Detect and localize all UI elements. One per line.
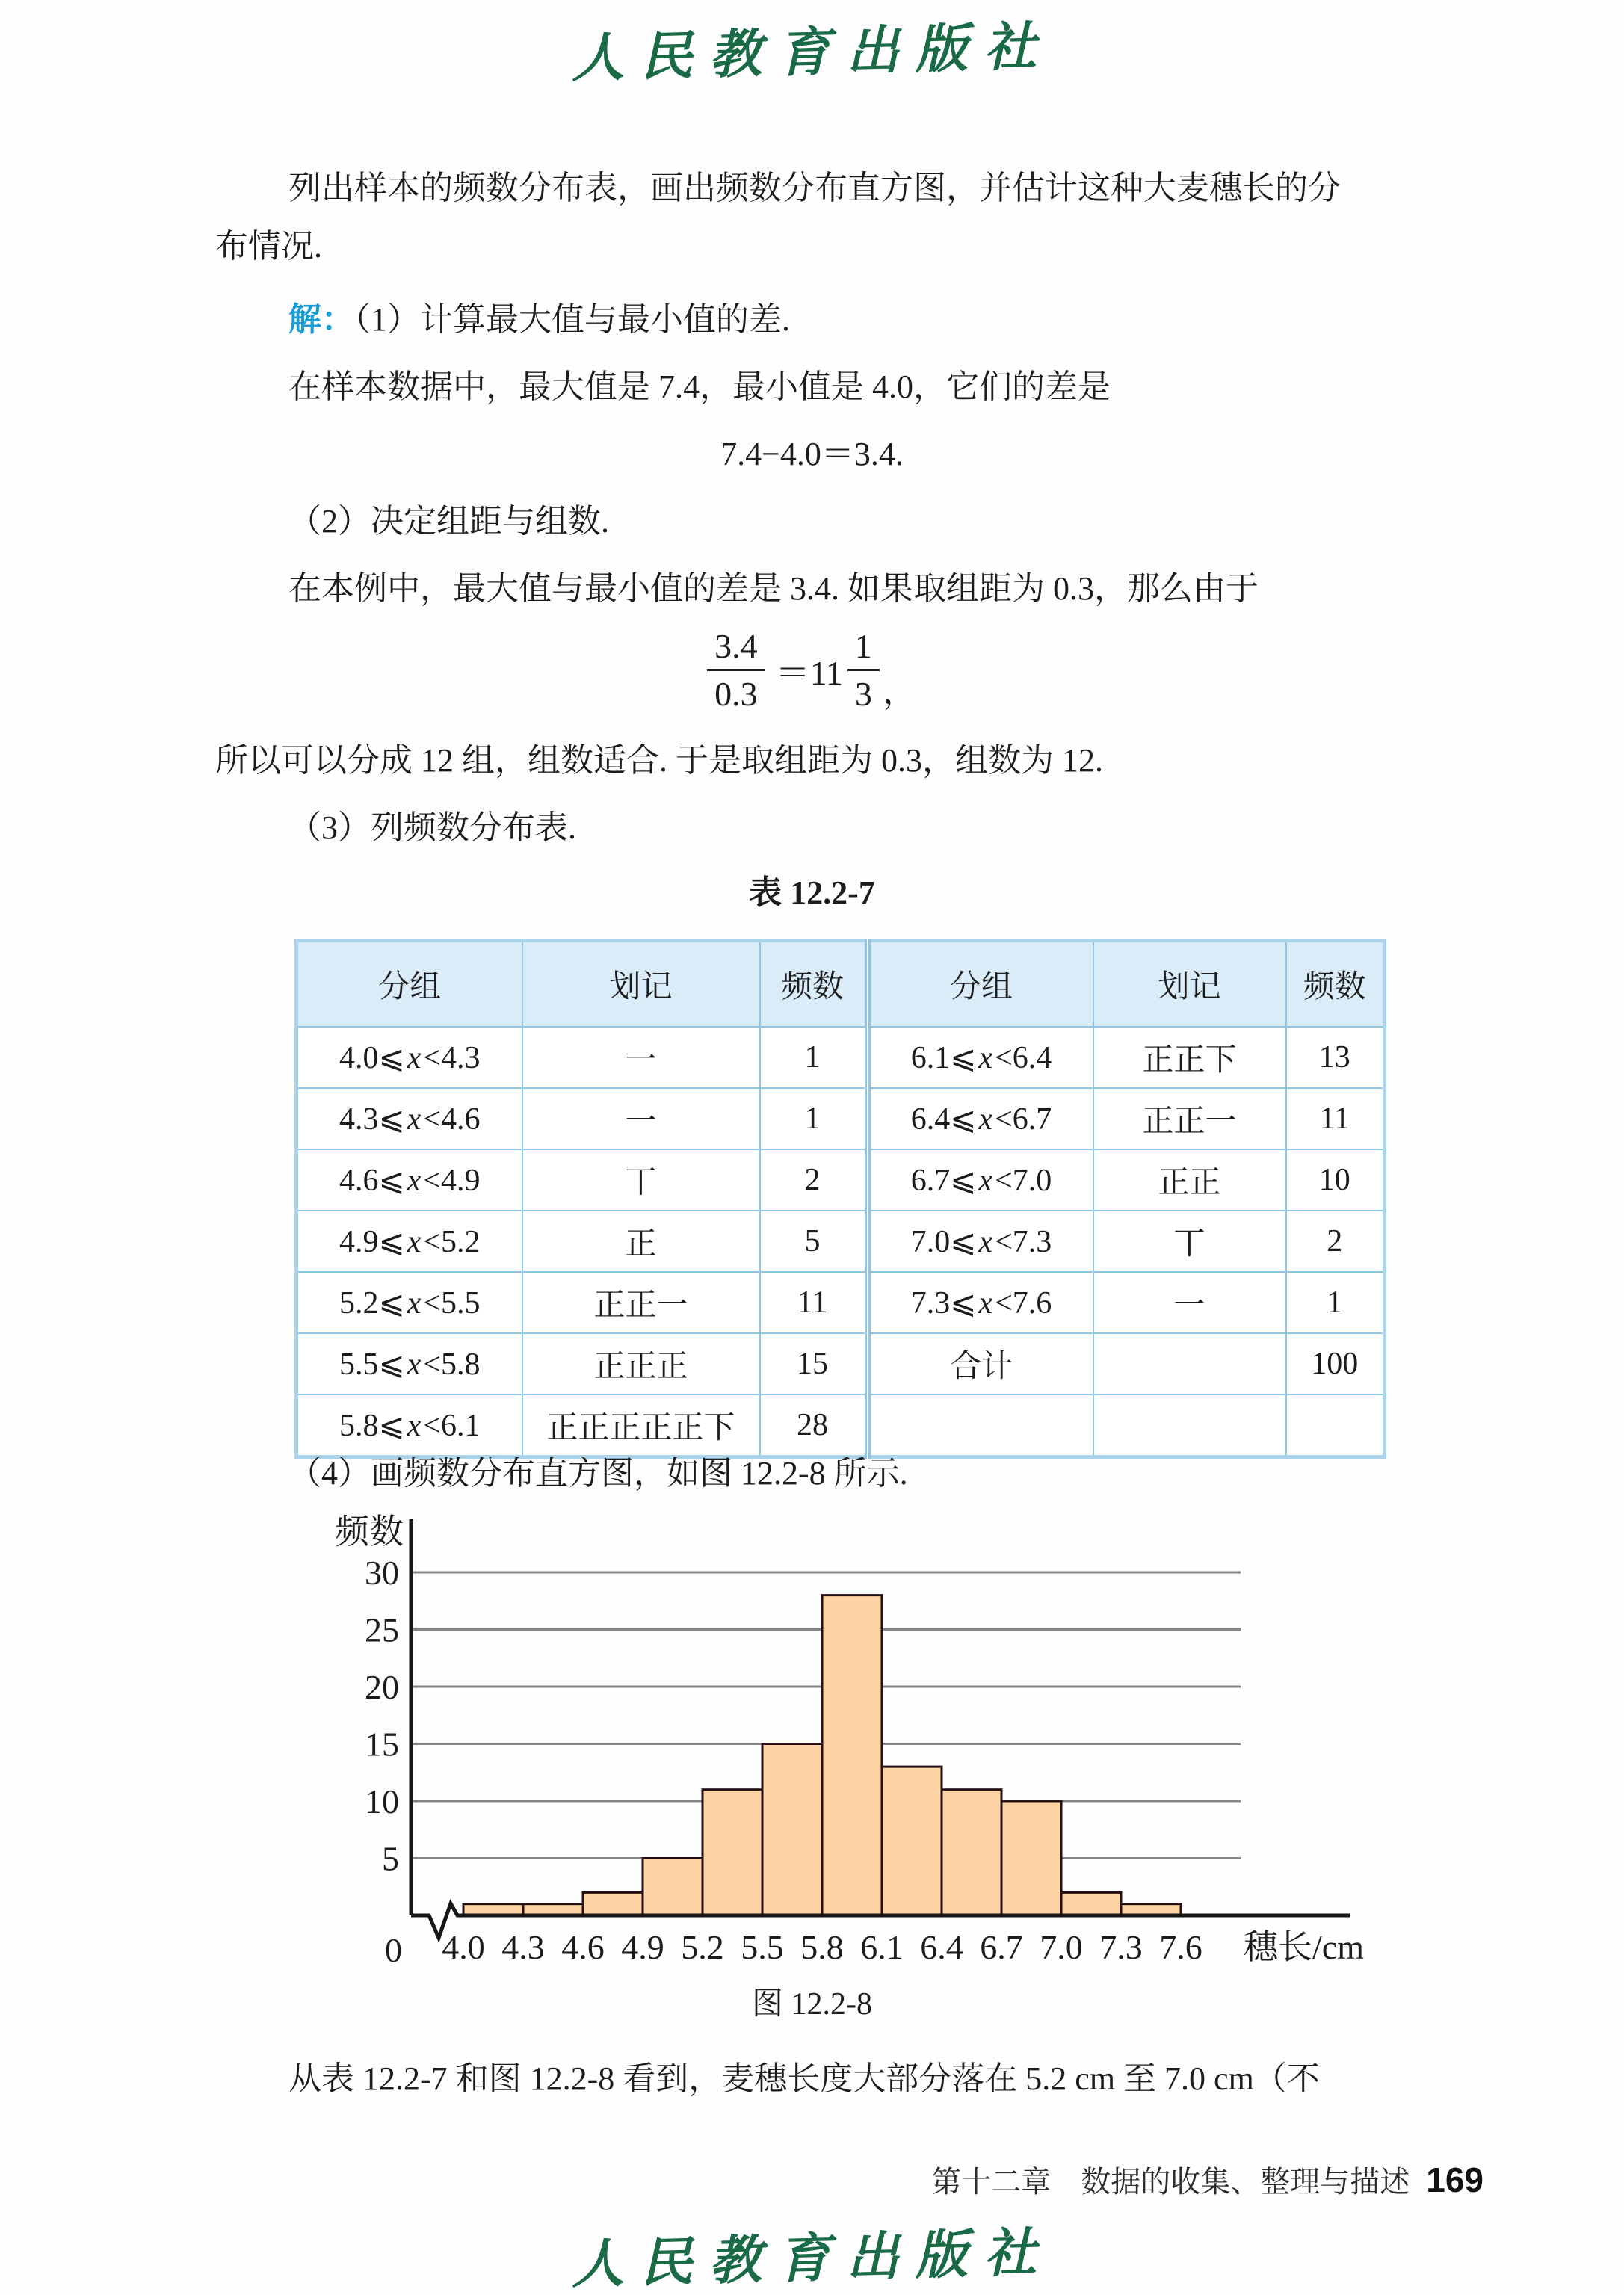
solution-step2-body: 在本例中，最大值与最小值的差是 3.4. 如果取组距为 0.3，那么由于 xyxy=(288,570,1259,607)
table-row xyxy=(297,1211,1385,1272)
frequency-histogram xyxy=(290,1497,1501,1983)
tally-cell: 丅 xyxy=(1093,1211,1286,1272)
group-cell: 7.3⩽x<7.6 xyxy=(868,1272,1093,1333)
table-header-cell: 频数 xyxy=(760,941,868,1028)
group-cell: 4.6⩽x<4.9 xyxy=(297,1149,522,1211)
x-tick-label: 5.5 xyxy=(741,1928,784,1966)
group-cell: 4.3⩽x<4.6 xyxy=(297,1088,522,1149)
frequency-cell: 10 xyxy=(1286,1149,1385,1211)
tally-cell: 正正正 xyxy=(522,1333,760,1394)
frequency-cell: 2 xyxy=(1286,1211,1385,1272)
page-footer xyxy=(931,2158,1483,2201)
table-row xyxy=(297,1149,1385,1211)
y-axis-title: 频数 xyxy=(335,1513,404,1551)
table-row xyxy=(297,1088,1385,1149)
group-cell: 5.2⩽x<5.5 xyxy=(297,1272,522,1333)
frequency-cell: 13 xyxy=(1286,1027,1385,1088)
tally-cell xyxy=(1093,1333,1286,1394)
frequency-cell: 11 xyxy=(760,1272,868,1333)
fraction-denominator: 0.3 xyxy=(714,675,758,713)
solution-step4-title: （4）画频数分布直方图，如图 12.2-8 所示. xyxy=(288,1455,908,1492)
histogram-bar xyxy=(703,1790,762,1915)
x-tick-label: 4.3 xyxy=(501,1928,545,1966)
histogram-svg xyxy=(290,1497,1501,1983)
x-tick-label: 7.3 xyxy=(1099,1928,1143,1966)
mixed-denominator: 3 xyxy=(854,675,872,713)
frequency-cell: 1 xyxy=(1286,1272,1385,1333)
table-row xyxy=(297,1333,1385,1394)
tally-cell: 正 xyxy=(522,1211,760,1272)
publisher-logo-bottom: 人民教育出版社 xyxy=(570,2220,1054,2295)
group-cell: 合计 xyxy=(868,1333,1093,1394)
variable-x: x xyxy=(978,1225,993,1259)
variable-x: x xyxy=(978,1102,993,1137)
y-tick-label: 30 xyxy=(365,1554,399,1592)
histogram-bar xyxy=(583,1892,643,1915)
table-row xyxy=(297,1027,1385,1088)
tally-cell: 一 xyxy=(522,1027,760,1088)
variable-x: x xyxy=(407,1286,422,1321)
histogram-bar xyxy=(762,1744,822,1916)
group-cell xyxy=(868,1394,1093,1457)
histogram-bar xyxy=(1001,1801,1061,1915)
table-header-cell: 频数 xyxy=(1286,941,1385,1028)
footer-page-number: 169 xyxy=(1426,2160,1483,2199)
table-header-cell: 分组 xyxy=(297,941,522,1028)
frequency-cell: 1 xyxy=(760,1088,868,1149)
solution-step1-body: 在样本数据中，最大值是 7.4，最小值是 4.0，它们的差是 xyxy=(288,368,1111,405)
origin-label: 0 xyxy=(385,1931,402,1969)
fraction-mixed xyxy=(847,626,880,714)
solution-label: 解： xyxy=(288,301,354,338)
histogram-bar xyxy=(822,1596,882,1915)
x-tick-label: 4.9 xyxy=(621,1928,664,1966)
histogram-bar xyxy=(942,1790,1001,1915)
variable-x: x xyxy=(407,1225,422,1259)
table-header-cell: 划记 xyxy=(1093,941,1286,1028)
histogram-bar xyxy=(1061,1892,1121,1915)
x-tick-label: 7.0 xyxy=(1040,1928,1083,1966)
group-cell: 4.0⩽x<4.3 xyxy=(297,1027,522,1088)
variable-x: x xyxy=(407,1347,422,1382)
x-tick-label: 5.2 xyxy=(681,1928,724,1966)
solution-step2-after: 所以可以分成 12 组，组数适合. 于是取组距为 0.3，组数为 12. xyxy=(215,742,1103,779)
table-title: 表 12.2-7 xyxy=(749,874,875,911)
group-cell: 6.4⩽x<6.7 xyxy=(868,1088,1093,1149)
solution-step3-title: （3）列频数分布表. xyxy=(288,809,576,846)
step1-title-text: （1）计算最大值与最小值的差. xyxy=(354,301,790,338)
fraction-equals: ＝11 xyxy=(775,653,843,692)
solution-step1-title xyxy=(288,297,790,342)
variable-x: x xyxy=(978,1286,993,1321)
x-tick-label: 6.4 xyxy=(920,1928,963,1966)
x-tick-label: 7.6 xyxy=(1159,1928,1202,1966)
mixed-numerator: 1 xyxy=(847,626,880,671)
frequency-cell: 2 xyxy=(760,1149,868,1211)
table-body xyxy=(297,1027,1385,1457)
intro-line-1: 列出样本的频数分布表，画出频数分布直方图，并估计这种大麦穗长的分 xyxy=(288,170,1341,206)
fraction-comma: ， xyxy=(882,673,917,711)
table-header-cell: 分组 xyxy=(868,941,1093,1028)
frequency-cell: 28 xyxy=(760,1394,868,1457)
variable-x: x xyxy=(978,1041,993,1075)
frequency-distribution-table xyxy=(294,939,1386,1459)
variable-x: x xyxy=(407,1102,422,1137)
fraction-main xyxy=(707,626,765,714)
frequency-cell: 100 xyxy=(1286,1333,1385,1394)
histogram-bar xyxy=(882,1767,942,1915)
closing-line: 从表 12.2-7 和图 12.2-8 看到，麦穗长度大部分落在 5.2 cm 至 7.0 cm（不 xyxy=(288,2060,1320,2097)
variable-x: x xyxy=(407,1041,422,1075)
y-tick-label: 5 xyxy=(382,1839,399,1878)
tally-cell: 正正正正正下 xyxy=(522,1394,760,1457)
variable-x: x xyxy=(407,1164,422,1198)
publisher-logo-top: 人民教育出版社 xyxy=(570,14,1054,90)
tally-cell: 丅 xyxy=(522,1149,760,1211)
group-cell: 6.1⩽x<6.4 xyxy=(868,1027,1093,1088)
fraction-numerator: 3.4 xyxy=(707,626,765,671)
tally-cell: 正正 xyxy=(1093,1149,1286,1211)
frequency-cell: 1 xyxy=(760,1027,868,1088)
variable-x: x xyxy=(978,1164,993,1198)
y-tick-label: 15 xyxy=(365,1725,399,1764)
x-tick-label: 6.1 xyxy=(860,1928,904,1966)
x-tick-label: 4.6 xyxy=(561,1928,605,1966)
figure-caption: 图 12.2-8 xyxy=(752,1987,872,2021)
footer-chapter-title: 第十二章 数据的收集、整理与描述 xyxy=(931,2165,1410,2199)
solution-step2-title: （2）决定组距与组数. xyxy=(288,503,609,540)
table-header-cell: 划记 xyxy=(522,941,760,1028)
group-cell: 7.0⩽x<7.3 xyxy=(868,1211,1093,1272)
y-tick-label: 25 xyxy=(365,1610,399,1649)
intro-line-2: 布情况. xyxy=(215,228,322,265)
group-cell: 4.9⩽x<5.2 xyxy=(297,1211,522,1272)
variable-x: x xyxy=(407,1409,422,1443)
equation-difference: 7.4−4.0＝3.4. xyxy=(720,436,904,472)
frequency-cell xyxy=(1286,1394,1385,1457)
tally-cell xyxy=(1093,1394,1286,1457)
x-tick-label: 6.7 xyxy=(980,1928,1023,1966)
frequency-cell: 5 xyxy=(760,1211,868,1272)
table-row xyxy=(297,1394,1385,1457)
frequency-cell: 11 xyxy=(1286,1088,1385,1149)
group-cell: 5.5⩽x<5.8 xyxy=(297,1333,522,1394)
x-tick-label: 5.8 xyxy=(800,1928,844,1966)
histogram-bar xyxy=(643,1859,703,1916)
y-tick-label: 20 xyxy=(365,1668,399,1706)
tally-cell: 正正下 xyxy=(1093,1027,1286,1088)
y-tick-label: 10 xyxy=(365,1782,399,1820)
fraction-equation xyxy=(0,626,1624,714)
table-head xyxy=(297,941,1385,1028)
tally-cell: 正正一 xyxy=(522,1272,760,1333)
group-cell: 5.8⩽x<6.1 xyxy=(297,1394,522,1457)
group-cell: 6.7⩽x<7.0 xyxy=(868,1149,1093,1211)
x-tick-label: 4.0 xyxy=(442,1928,485,1966)
table-row xyxy=(297,1272,1385,1333)
frequency-cell: 15 xyxy=(760,1333,868,1394)
tally-cell: 一 xyxy=(522,1088,760,1149)
tally-cell: 一 xyxy=(1093,1272,1286,1333)
x-axis-title: 穗长/cm xyxy=(1244,1928,1364,1966)
tally-cell: 正正一 xyxy=(1093,1088,1286,1149)
